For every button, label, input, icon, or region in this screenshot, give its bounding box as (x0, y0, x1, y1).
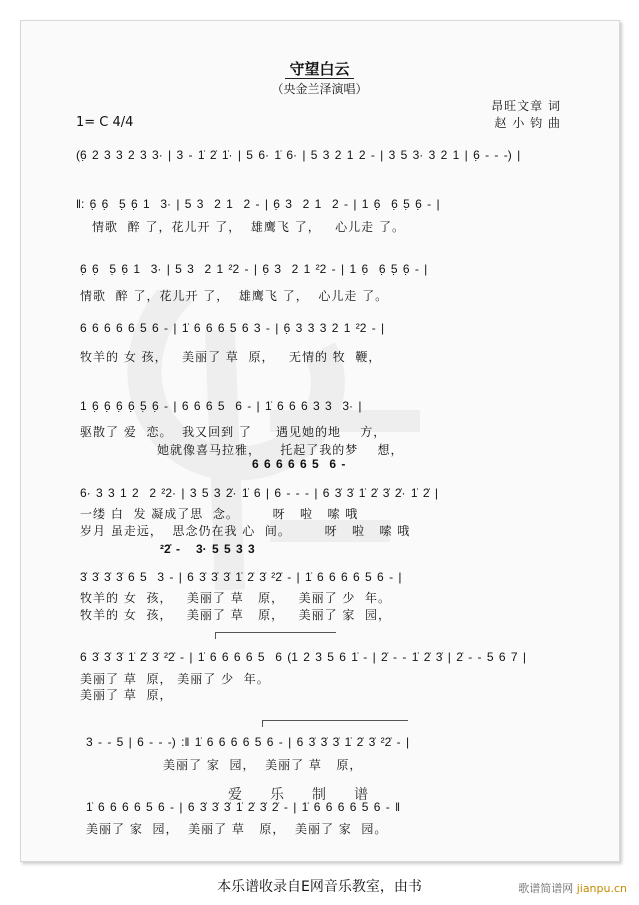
volta-2-bracket (262, 720, 408, 727)
lyrics-line: 美丽了 草 原， 美丽了 少 年。 (80, 672, 270, 686)
notes-row: 1 6̣ 6̣ 6̣ 6̣ 5̣ 6̣ - | 6 6 6 5 6 - | 1̇ 6 6 6 3 3 3· | (80, 399, 362, 413)
notes-row: 6̣ 6̣ 5̣ 6̣ 1 3· | 5 3 2 1 ²2 - | 6̣ 3 2 1 ²2 - | 1 6̣ 6̣ 5̣ 6̣ - | (80, 262, 428, 276)
source-note: 本乐谱收录自E网音乐教室，由书 (217, 879, 422, 895)
lyrics-line: 牧羊的 女 孩， 美丽了 草 原， 美丽了 少 年。 (80, 591, 392, 605)
lyrics-line: 美丽了 家 园， 美丽了 草 原， (86, 758, 363, 772)
notes-alt-line: ²2̇ - 3· 5 5 3 3 (160, 542, 255, 556)
logo-cn: 歌谱简谱网 (518, 882, 574, 895)
song-title-text: 守望白云 (285, 60, 353, 79)
composer: 赵 小 钧 曲 (494, 116, 561, 130)
lyrics-line: 美丽了 草 原， (80, 688, 173, 702)
arranger-stamp: 爱乐制谱 (228, 787, 396, 803)
key-signature: 1= C 4/4 (76, 115, 134, 130)
intro-notes: (6̣ 2 3 3 2 3 3· | 3 - 1̇ 2̇ 1̇· | 5 6· 1̇ 6· | 5 3 2 1 2 - | 3 5 3· 3 2 1 | 6̣ - - -) | (76, 148, 521, 162)
volta-1-bracket (215, 632, 336, 639)
notes-row: 6 6 6 6 6 5 6 - | 1̇ 6 6 6 5 6 3 - | 6̣ 3 3 3 2 1 ²2 - | (80, 321, 385, 335)
notes-row: 3̇ 3̇ 3̇ 3̇ 6 5 3 - | 6 3̇ 3̇ 3̇ 1̇ 2̇ 3̇ ²2̇ - | 1̇ 6 6 6 6 5 6 - | (80, 570, 402, 584)
lyrics-line: 驱散了 爱 恋。 我又回到 了 遇见她的地 方， (80, 425, 387, 439)
lyrics-line: 她就像喜马拉雅， 托起了我的梦 想， (80, 443, 404, 457)
logo-en: jianpu.cn (576, 882, 627, 895)
notes-row: 6· 3 3 1 2 2 ²2· | 3 5 3 2̇· 1̇ 6 | 6 - - - | 6 3̇ 3̇ 1̇ 2̇ 3̇ 2̇· 1̇ 2̇ | (80, 486, 438, 500)
lyrics-line: 牧羊的 女 孩， 美丽了 草 原， 无情的 牧 鞭， (80, 350, 382, 364)
notes-row: 3 - - 5 | 6 - - -) :‖ 1̇ 6 6 6 6 5 6 - | 6 3̇ 3̇ 3̇ 1̇ 2̇ 3̇ ²2̇ - | (86, 735, 410, 749)
site-logo[interactable] (518, 880, 627, 896)
lyrics-line: 情歌 醉 了，花儿开 了， 雄鹰飞 了， 心儿走 了。 (92, 220, 405, 234)
lyrics-line: 岁月 虽走远， 思念仍在我 心 间。 呀 啦 嗦 哦 (80, 524, 411, 538)
notes-row: 6 3̇ 3̇ 3̇ 1̇ 2̇ 3̇ ²2̇ - | 1̇ 6 6 6 6 5 6 (1 2 3 5 6 1̇ - | 2̇ - - 1̇ 2̇ 3̇ | 2̇ - - 5 6 7 | (80, 650, 527, 664)
lyrics-line: 美丽了 家 园， 美丽了 草 原， 美丽了 家 园。 (86, 822, 388, 836)
lyricist: 昂旺文章 词 (491, 99, 561, 113)
performer: （央金兰泽演唱） (271, 82, 368, 96)
lyrics-line: 牧羊的 女 孩， 美丽了 草 原， 美丽了 家 园， (80, 608, 392, 622)
song-title (0, 58, 639, 79)
lyrics-line: 情歌 醉 了，花儿开 了， 雄鹰飞 了， 心儿走 了。 (80, 289, 389, 303)
notes-row: ‖: 6̣ 6̣ 5̣ 6̣ 1 3· | 5 3 2 1 2 - | 6̣ 3 2 1 2 - | 1 6̣ 6̣ 5̣ 6̣ - | (76, 197, 440, 211)
notes-alt-line: 6 6 6 6 6 5 6 - (252, 457, 346, 471)
notes-row: 1̇ 6 6 6 6 5 6 - | 6 3̇ 3̇ 3̇ 1̇ 2̇ 3̇ 2̇ - | 1̇ 6 6 6 6 5 6 - ‖ (86, 800, 401, 814)
lyrics-line: 一缕 白 发 凝成了思 念。 呀 啦 嗦 哦 (80, 507, 359, 521)
